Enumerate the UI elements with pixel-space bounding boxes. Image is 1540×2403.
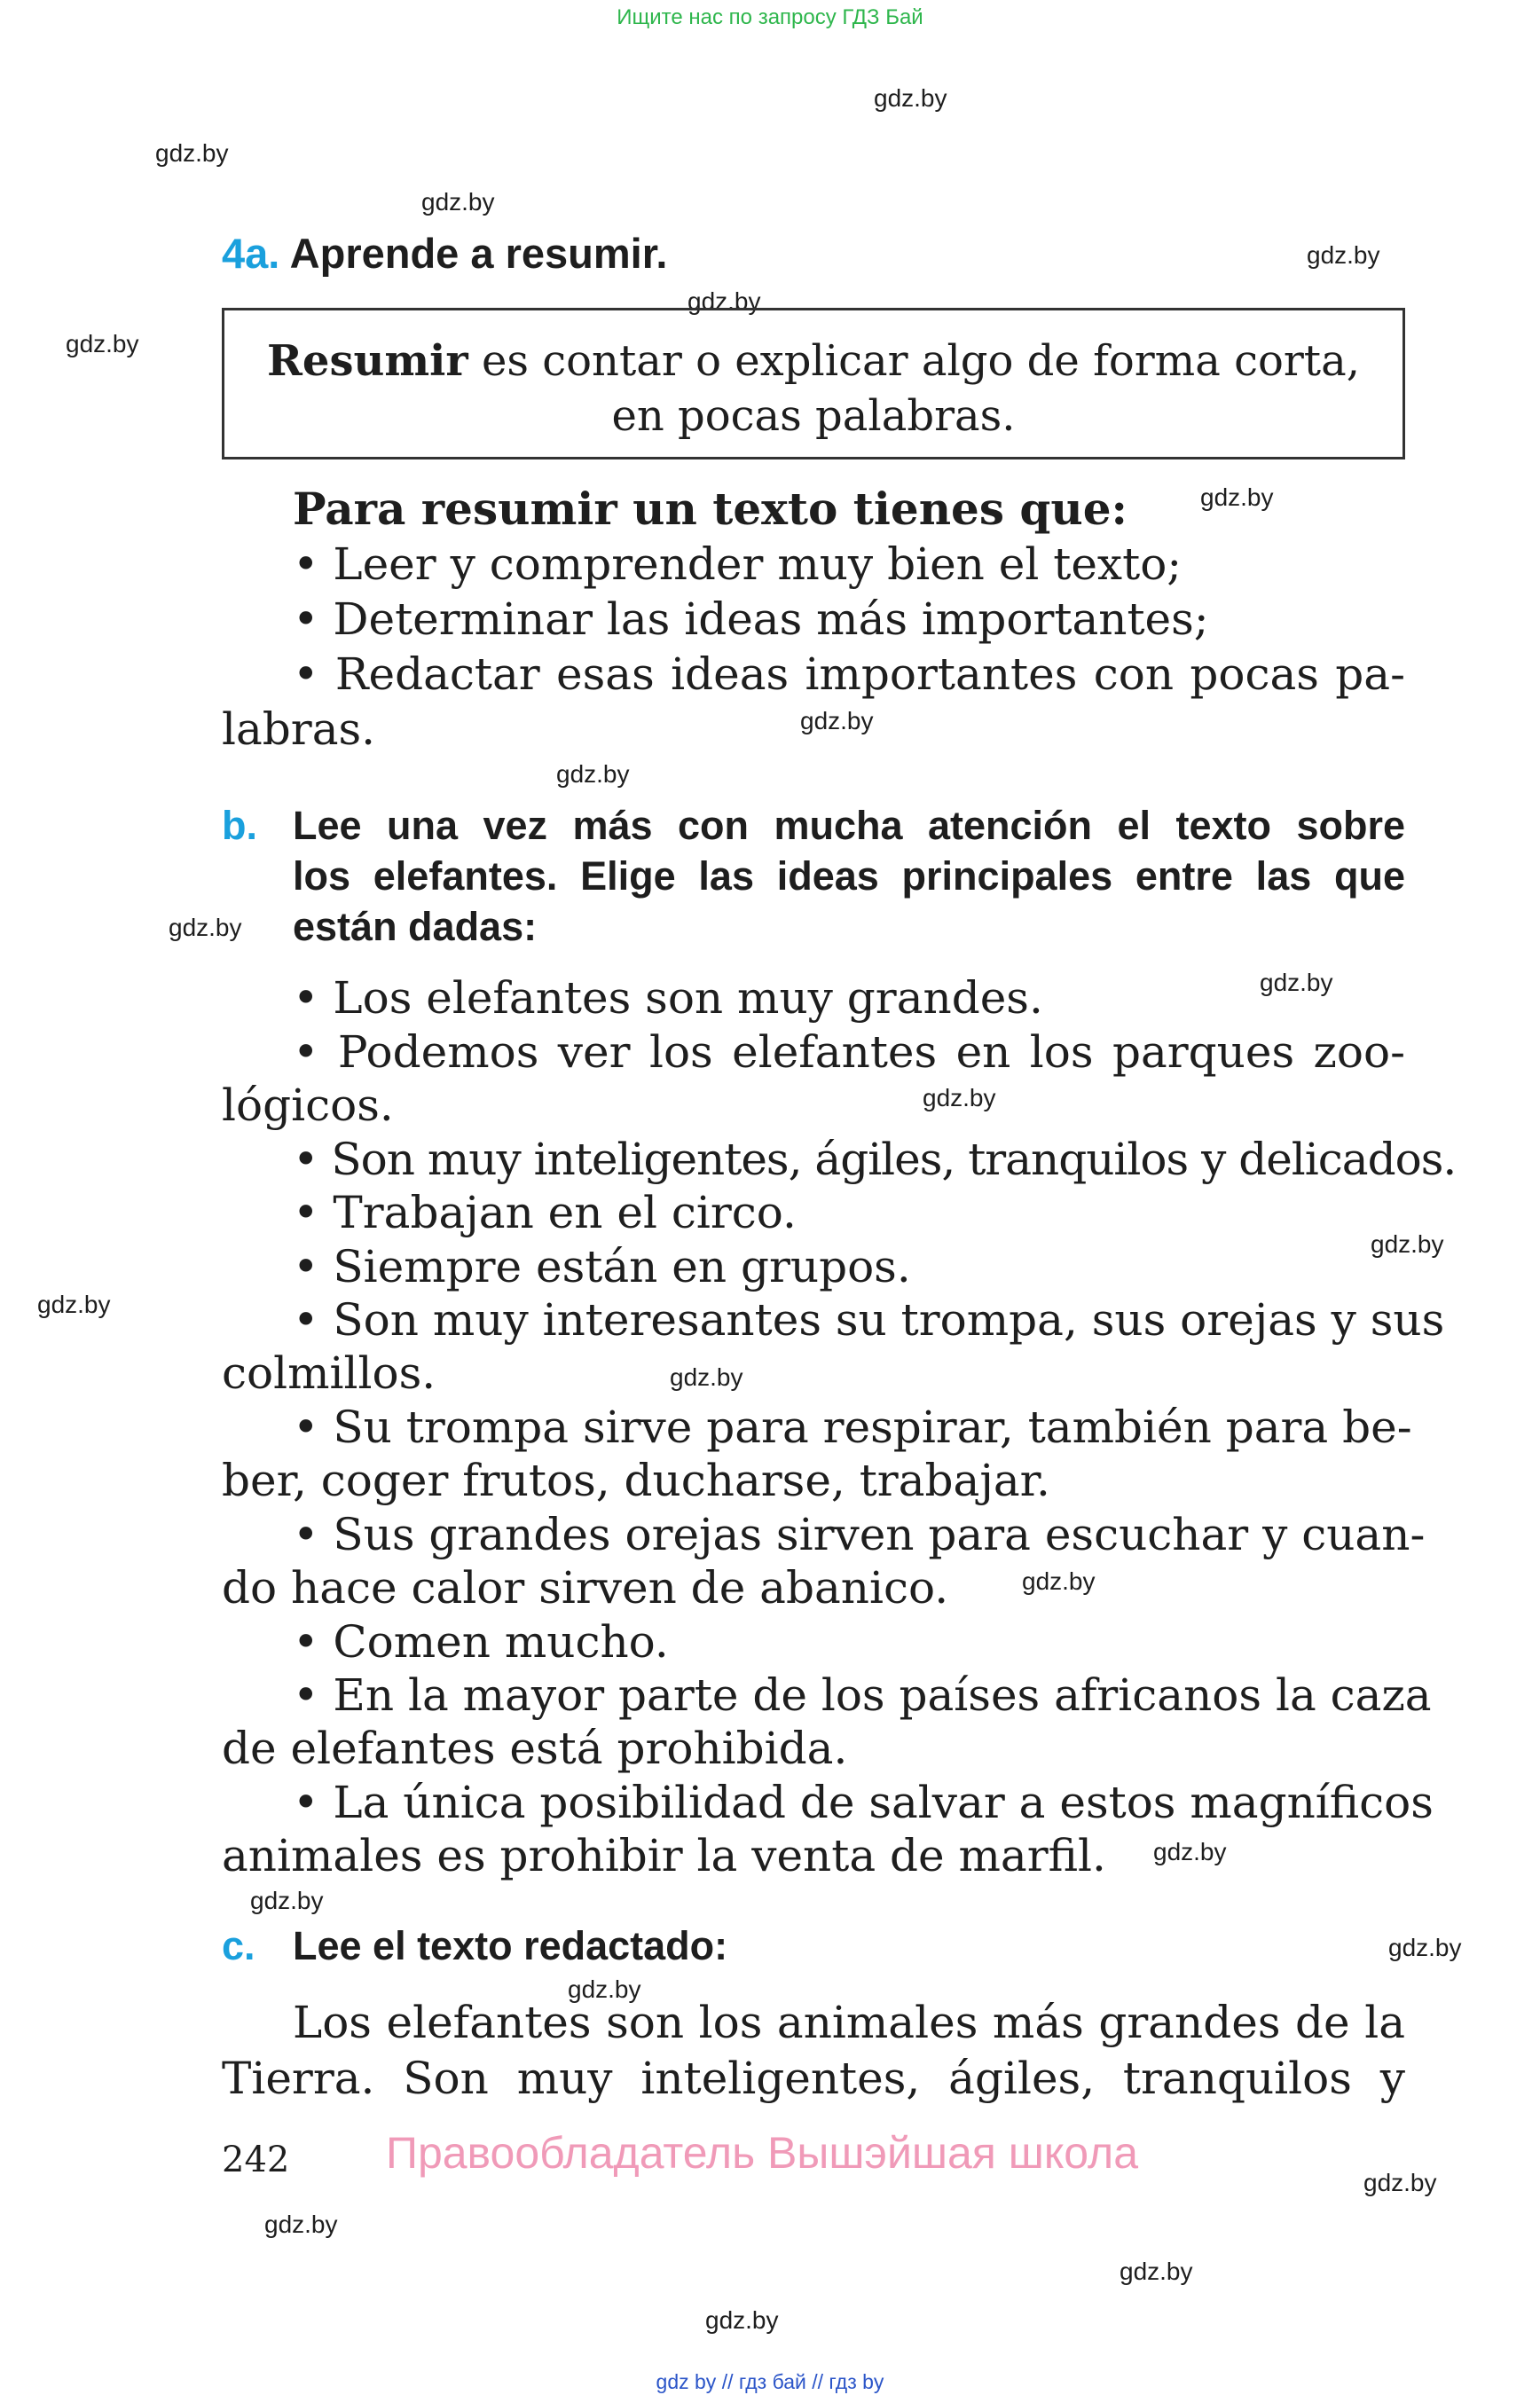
- step-item: • Redactar esas ideas importantes con pocas pa-: [293, 648, 1405, 700]
- idea-item: • Su trompa sirve para respirar, también para be-: [293, 1402, 1412, 1453]
- watermark: gdz.by: [250, 1887, 324, 1914]
- summary-text-line: Los elefantes son los animales más grandes de la: [293, 1997, 1405, 2048]
- idea-item: • Siempre están en grupos.: [293, 1241, 911, 1292]
- watermark: gdz.by: [670, 1363, 743, 1391]
- step-item: • Leer y comprender muy bien el texto;: [293, 538, 1182, 590]
- watermark: gdz.by: [421, 188, 495, 216]
- watermark: gdz.by: [1120, 2258, 1193, 2285]
- watermark: gdz.by: [1260, 969, 1333, 996]
- resume-intro: Para resumir un texto tienes que:: [293, 483, 1128, 535]
- instruction-line: están dadas:: [293, 904, 538, 949]
- bottom-site-note: gdz by // гдз бай // гдз by: [656, 2370, 884, 2393]
- watermark: gdz.by: [800, 707, 874, 734]
- top-search-note: Ищите нас по запросу ГДЗ Бай: [617, 5, 923, 29]
- idea-item: • La única posibilidad de salvar a estos magníficos: [293, 1777, 1434, 1828]
- watermark: gdz.by: [1363, 2169, 1437, 2196]
- watermark: gdz.by: [1200, 483, 1274, 511]
- watermark: gdz.by: [556, 760, 630, 788]
- watermark: gdz.by: [155, 139, 229, 167]
- idea-item-cont: de elefantes está prohibida.: [222, 1723, 848, 1774]
- definition-term: Resumir: [267, 336, 468, 386]
- summary-text-line: Tierra. Son muy inteligentes, ágiles, tranquilos y: [222, 2053, 1405, 2104]
- idea-item-cont: ber, coger frutos, ducharse, trabajar.: [222, 1455, 1050, 1506]
- idea-item: • En la mayor parte de los países africanos la caza: [293, 1669, 1432, 1721]
- copyright-owner: Правообладатель Вышэйшая школа: [386, 2128, 1138, 2178]
- instruction-line: Lee una vez más con mucha atención el texto sobre: [293, 803, 1405, 848]
- definition-box: [222, 308, 1405, 459]
- idea-item: • Comen mucho.: [293, 1616, 669, 1668]
- section-c-label: c.: [222, 1923, 255, 1968]
- idea-item: • Son muy inteligentes, ágiles, tranquilos y delicados.: [293, 1134, 1457, 1185]
- idea-item: • Trabajan en el circo.: [293, 1187, 797, 1238]
- watermark: gdz.by: [169, 914, 242, 941]
- watermark: gdz.by: [264, 2211, 338, 2238]
- idea-item-cont: animales es prohibir la venta de marfil.: [222, 1830, 1106, 1881]
- idea-item-cont: do hace calor sirven de abanico.: [222, 1562, 949, 1614]
- instruction-line: los elefantes. Elige las ideas principales entre las que: [293, 853, 1405, 899]
- watermark: gdz.by: [1388, 1934, 1462, 1961]
- section-a-label: 4a.: [222, 230, 280, 277]
- watermark: gdz.by: [66, 330, 139, 357]
- section-b-instruction: [293, 800, 1405, 952]
- watermark: gdz.by: [688, 287, 761, 315]
- idea-item: • Son muy interesantes su trompa, sus orejas y sus: [293, 1294, 1445, 1346]
- idea-item-cont: lógicos.: [222, 1080, 394, 1131]
- watermark: gdz.by: [874, 84, 947, 112]
- watermark: gdz.by: [1307, 241, 1380, 269]
- idea-item: • Sus grandes orejas sirven para escuchar y cuan-: [293, 1509, 1426, 1560]
- section-a-title: Aprende a resumir.: [289, 230, 668, 277]
- definition-text: es contar o explicar algo de forma corta,: [468, 336, 1360, 386]
- step-item-cont: labras.: [222, 703, 376, 755]
- watermark: gdz.by: [37, 1291, 111, 1318]
- section-a-heading: [222, 229, 667, 279]
- watermark: gdz.by: [923, 1084, 996, 1111]
- idea-item: • Podemos ver los elefantes en los parques zoo-: [293, 1026, 1405, 1078]
- section-b-label: b.: [222, 803, 257, 848]
- watermark: gdz.by: [1022, 1567, 1096, 1595]
- page-number: 242: [222, 2140, 290, 2180]
- watermark: gdz.by: [568, 1975, 641, 2003]
- idea-item: • Los elefantes son muy grandes.: [293, 972, 1043, 1024]
- section-c-instruction: Lee el texto redactado:: [293, 1923, 728, 1968]
- definition-text-line2: en pocas palabras.: [611, 391, 1016, 441]
- watermark: gdz.by: [1371, 1230, 1444, 1258]
- step-item: • Determinar las ideas más importantes;: [293, 593, 1209, 645]
- watermark: gdz.by: [1153, 1838, 1227, 1865]
- idea-item-cont: colmillos.: [222, 1347, 436, 1399]
- watermark: gdz.by: [705, 2306, 779, 2334]
